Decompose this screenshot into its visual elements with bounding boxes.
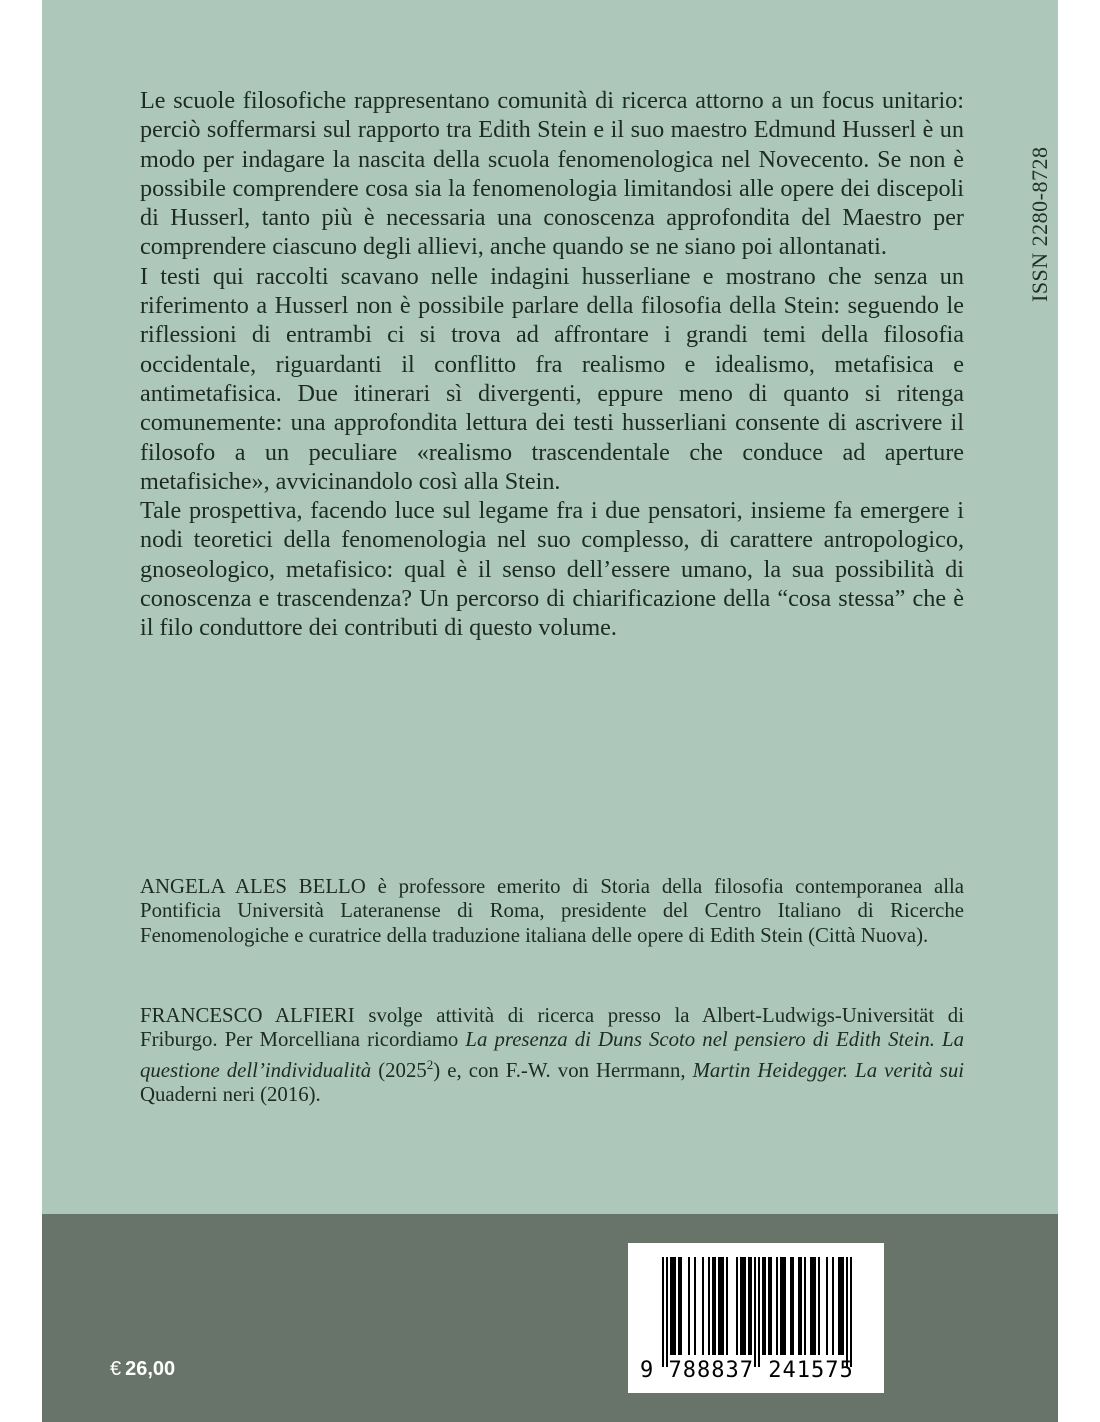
barcode-bar bbox=[726, 1257, 728, 1355]
barcode-bar bbox=[688, 1257, 690, 1355]
barcode-bar bbox=[762, 1257, 764, 1355]
blurb-paragraph: I testi qui raccolti scavano nelle indagini husserliane e mostrano che senza un riferimento a Husserl non è possibile parlare della filosofia della Stein: seguendo le riflessioni di entrambi ci si trova ad affrontare i grandi temi della filosofia occidentale, riguardanti il conflitto fra realismo e idealismo, metafisica e antimetafisica. Due itinerari sì divergenti, eppure meno di quanto si ritenga comunemente: una approfondita lettura dei testi husserliani consente di ascrivere il filosofo a un peculiare «realismo trascendentale che conduce ad aperture metafisiche», avvicinandolo così alla Stein. bbox=[140, 262, 964, 495]
barcode-bar bbox=[680, 1257, 682, 1355]
barcode-guard-bar bbox=[754, 1257, 756, 1367]
barcode-digits bbox=[640, 1358, 854, 1383]
author-name: FRANCESCO ALFIERI bbox=[140, 1004, 355, 1027]
author-bio-ales-bello bbox=[140, 875, 964, 948]
barcode-bar bbox=[694, 1257, 696, 1355]
barcode-bar bbox=[800, 1257, 802, 1355]
barcode-guard-bar bbox=[662, 1257, 664, 1367]
barcode-bar bbox=[780, 1257, 782, 1355]
barcode-bar bbox=[798, 1257, 800, 1355]
author-bio-text: Quaderni neri (2016). bbox=[140, 1083, 321, 1107]
barcode-bar bbox=[750, 1257, 752, 1355]
book-title: Martin Heidegger. La verità sui bbox=[692, 1058, 965, 1082]
barcode-bar bbox=[720, 1257, 722, 1355]
barcode-bar bbox=[736, 1257, 738, 1355]
barcode-bar bbox=[826, 1257, 828, 1355]
barcode-guard-bar bbox=[666, 1257, 668, 1367]
barcode-right-group: 241575 bbox=[768, 1358, 854, 1383]
author-bio-text: è professore emerito di Storia della filosofia contemporanea alla Pontificia Università Lateranense di Roma, presidente del Centro Italiano di Ricerche Fenomenologiche e curatrice della traduzione italiana delle opere di Edith Stein (Città Nuova). bbox=[140, 875, 964, 947]
euro-icon: € bbox=[110, 1358, 122, 1380]
issn-label: ISSN 2280-8728 bbox=[1027, 146, 1052, 302]
barcode-bar bbox=[792, 1257, 794, 1355]
barcode-bar bbox=[832, 1257, 834, 1355]
barcode-bar bbox=[842, 1257, 844, 1355]
price-label bbox=[110, 1358, 175, 1381]
barcode-bar bbox=[722, 1257, 724, 1355]
barcode-lead-digit: 9 bbox=[640, 1358, 655, 1383]
blurb-paragraph: Le scuole filosofiche rappresentano comunità di ricerca attorno a un focus unitario: perciò soffermarsi sul rapporto tra Edith Stein e il suo maestro Edmund Husserl è un modo per indagare la nascita della scuola fenomenologica nel Novecento. Se non è possibile comprendere cosa sia la fenomenologia limitandosi alle opere dei discepoli di Husserl, tanto più è necessaria una conoscenza approfondita del Maestro per comprendere ciascuno degli allievi, anche quando se ne siano poi allontanati. bbox=[140, 87, 964, 261]
barcode-bar bbox=[818, 1257, 820, 1355]
barcode-bar bbox=[708, 1257, 710, 1355]
barcode-bar bbox=[790, 1257, 792, 1355]
barcode-bar bbox=[764, 1257, 766, 1355]
barcode-bar bbox=[748, 1257, 750, 1355]
barcode-bar bbox=[744, 1257, 746, 1355]
barcode-guard-bar bbox=[846, 1257, 848, 1367]
barcode-bar bbox=[782, 1257, 784, 1355]
barcode-bar bbox=[712, 1257, 714, 1355]
barcode-bar bbox=[784, 1257, 786, 1355]
book-back-cover bbox=[42, 0, 1058, 1422]
blurb-paragraph: Tale prospettiva, facendo luce sul legame fra i due pensatori, insieme fa emergere i nodi teoretici della fenomenologia nel suo complesso, di carattere antropologico, gnoseologico, metafisico: qual è il senso dell’essere umano, la sua possibilità di conoscenza e trascendenza? Un percorso di chiarificazione della “cosa stessa” che è il filo conduttore dei contributi di questo volume. bbox=[140, 497, 964, 642]
barcode-bar bbox=[804, 1257, 806, 1355]
barcode-guard-bar bbox=[758, 1257, 760, 1367]
blurb bbox=[140, 86, 964, 643]
price-amount: 26,00 bbox=[125, 1358, 176, 1380]
barcode-bar bbox=[718, 1257, 720, 1355]
barcode-bar bbox=[812, 1257, 814, 1355]
barcode-bar bbox=[810, 1257, 812, 1355]
book-title: La presenza di Duns Scoto nel pensiero di Edith Stein. La questione dell’individualità bbox=[140, 1028, 964, 1082]
barcode-bar bbox=[742, 1257, 744, 1355]
author-bio-text: svolge attività di ricerca presso la Albert-Ludwigs-Universität di Friburgo. Per Morcelliana ricordiamo bbox=[140, 1004, 964, 1052]
barcode-bar bbox=[740, 1257, 742, 1355]
author-bio-text: (2025 bbox=[371, 1058, 427, 1082]
barcode-bar bbox=[702, 1257, 704, 1355]
barcode-bar bbox=[768, 1257, 770, 1355]
bottom-band bbox=[42, 1214, 1058, 1422]
author-name: ANGELA ALES BELLO bbox=[140, 875, 366, 898]
barcode-guard-bar bbox=[850, 1257, 852, 1367]
barcode-bar bbox=[714, 1257, 716, 1355]
barcode-bar bbox=[678, 1257, 680, 1355]
edition-superscript: 2 bbox=[426, 1056, 434, 1072]
barcode-bar bbox=[672, 1257, 674, 1355]
barcode-bar bbox=[838, 1257, 840, 1355]
author-bio-alfieri bbox=[140, 1004, 964, 1108]
barcode-bar bbox=[814, 1257, 816, 1355]
barcode-bar bbox=[674, 1257, 676, 1355]
barcode-bar bbox=[776, 1257, 778, 1355]
author-bio-text: ) e, con F.-W. von Herrmann, bbox=[433, 1058, 693, 1082]
barcode-bar bbox=[670, 1257, 672, 1355]
isbn-barcode bbox=[628, 1243, 884, 1393]
barcode-left-group: 788837 bbox=[668, 1358, 754, 1383]
barcode-bar bbox=[840, 1257, 842, 1355]
barcode-bar bbox=[770, 1257, 772, 1355]
